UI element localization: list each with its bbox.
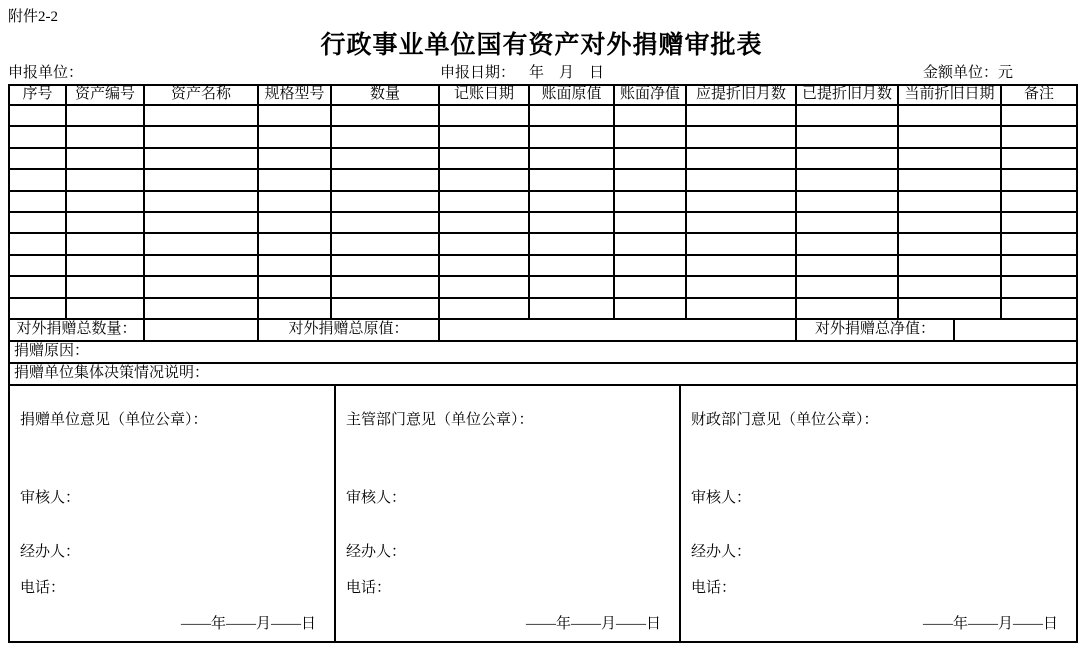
- empty-cell-asset-code[interactable]: [67, 170, 145, 189]
- empty-cell-serial[interactable]: [10, 299, 67, 318]
- empty-cell-spec-model[interactable]: [259, 127, 332, 146]
- col-header-depreciation-months-taken: 已提折旧月数: [797, 86, 899, 104]
- empty-cell-booking-date[interactable]: [440, 256, 530, 275]
- empty-cell-depreciation-months-taken[interactable]: [797, 106, 899, 125]
- empty-cell-booking-date[interactable]: [440, 299, 530, 318]
- donor-unit-handler-label: 经办人：: [20, 543, 81, 560]
- empty-cell-quantity[interactable]: [332, 192, 440, 211]
- empty-cell-book-net-value[interactable]: [615, 277, 687, 296]
- supervising-department-handler-label: 经办人：: [346, 543, 407, 560]
- empty-cell-serial[interactable]: [10, 192, 67, 211]
- total-quantity-value[interactable]: [145, 320, 259, 340]
- empty-cell-current-depreciation-date[interactable]: [899, 149, 1002, 168]
- empty-cell-quantity[interactable]: [332, 256, 440, 275]
- col-header-booking-date: 记账日期: [440, 86, 530, 104]
- empty-cell-quantity[interactable]: [332, 213, 440, 232]
- table-empty-row: [10, 149, 1076, 170]
- empty-cell-spec-model[interactable]: [259, 170, 332, 189]
- empty-cell-depreciation-months-due[interactable]: [687, 127, 797, 146]
- finance-department-handler-label: 经办人：: [691, 543, 752, 560]
- opinion-box-supervising-department: [336, 386, 681, 641]
- empty-cell-depreciation-months-due[interactable]: [687, 213, 797, 232]
- empty-cell-booking-date[interactable]: [440, 106, 530, 125]
- empty-cell-remarks[interactable]: [1002, 256, 1076, 275]
- empty-cell-asset-name[interactable]: [145, 234, 259, 253]
- supervising-department-date-line: ——年——月——日: [525, 616, 661, 632]
- empty-cell-asset-code[interactable]: [67, 127, 145, 146]
- empty-cell-spec-model[interactable]: [259, 213, 332, 232]
- empty-cell-book-original-value[interactable]: [530, 256, 615, 275]
- empty-cell-spec-model[interactable]: [259, 299, 332, 318]
- empty-cell-serial[interactable]: [10, 234, 67, 253]
- empty-cell-book-net-value[interactable]: [615, 149, 687, 168]
- empty-cell-quantity[interactable]: [332, 170, 440, 189]
- empty-cell-asset-name[interactable]: [145, 170, 259, 189]
- empty-cell-book-original-value[interactable]: [530, 277, 615, 296]
- empty-cell-current-depreciation-date[interactable]: [899, 106, 1002, 125]
- empty-cell-quantity[interactable]: [332, 299, 440, 318]
- donation-reason-label[interactable]: 捐赠原因：: [14, 342, 90, 359]
- table-empty-row: [10, 170, 1076, 191]
- donation-approval-table: [8, 84, 1078, 643]
- table-empty-row: [10, 192, 1076, 213]
- supervising-department-reviewer-label: 审核人：: [346, 489, 407, 506]
- empty-cell-remarks[interactable]: [1002, 277, 1076, 296]
- empty-cell-book-original-value[interactable]: [530, 192, 615, 211]
- empty-cell-spec-model[interactable]: [259, 234, 332, 253]
- empty-cell-booking-date[interactable]: [440, 127, 530, 146]
- empty-cell-book-original-value[interactable]: [530, 299, 615, 318]
- empty-cell-remarks[interactable]: [1002, 213, 1076, 232]
- table-empty-row: [10, 299, 1076, 320]
- empty-cell-quantity[interactable]: [332, 277, 440, 296]
- opinion-box-donor-unit: [10, 386, 336, 641]
- supervising-department-phone-label: 电话：: [346, 579, 392, 596]
- total-net-value[interactable]: [955, 320, 1076, 340]
- empty-cell-spec-model[interactable]: [259, 256, 332, 275]
- empty-cell-book-net-value[interactable]: [615, 170, 687, 189]
- total-original-value-label: 对外捐赠总原值：: [259, 320, 440, 340]
- empty-cell-book-original-value[interactable]: [530, 213, 615, 232]
- col-header-depreciation-months-due: 应提折旧月数: [687, 86, 797, 104]
- empty-cell-book-net-value[interactable]: [615, 127, 687, 146]
- attachment-label: 附件2-2: [8, 9, 58, 25]
- empty-cell-depreciation-months-taken[interactable]: [797, 256, 899, 275]
- table-empty-row: [10, 256, 1076, 277]
- empty-cell-book-net-value[interactable]: [615, 299, 687, 318]
- empty-cell-depreciation-months-due[interactable]: [687, 299, 797, 318]
- empty-cell-depreciation-months-taken[interactable]: [797, 277, 899, 296]
- empty-cell-book-net-value[interactable]: [615, 213, 687, 232]
- empty-cell-serial[interactable]: [10, 170, 67, 189]
- empty-cell-serial[interactable]: [10, 127, 67, 146]
- table-empty-row: [10, 127, 1076, 148]
- donor-unit-reviewer-label: 审核人：: [20, 489, 81, 506]
- empty-cell-book-original-value[interactable]: [530, 127, 615, 146]
- empty-cell-serial[interactable]: [10, 277, 67, 296]
- finance-department-opinion-title: 财政部门意见（单位公章）：: [691, 411, 879, 428]
- col-header-asset-name: 资产名称: [145, 86, 259, 104]
- donation-reason-row: [10, 342, 1076, 364]
- empty-cell-remarks[interactable]: [1002, 127, 1076, 146]
- table-header-row: [10, 86, 1076, 106]
- declaring-unit-label: 申报单位：: [8, 65, 84, 81]
- total-net-value-label: 对外捐赠总净值：: [797, 320, 955, 340]
- opinion-box-finance-department: [681, 386, 1076, 641]
- empty-cell-depreciation-months-taken[interactable]: [797, 127, 899, 146]
- empty-cell-current-depreciation-date[interactable]: [899, 299, 1002, 318]
- empty-cell-quantity[interactable]: [332, 127, 440, 146]
- empty-cell-depreciation-months-due[interactable]: [687, 277, 797, 296]
- col-header-serial: 序号: [10, 86, 67, 104]
- col-header-quantity: 数量: [332, 86, 440, 104]
- collective-decision-label[interactable]: 捐赠单位集体决策情况说明：: [14, 364, 210, 381]
- info-bar: [0, 61, 1083, 81]
- empty-cell-book-net-value[interactable]: [615, 192, 687, 211]
- empty-cell-asset-code[interactable]: [67, 106, 145, 125]
- empty-cell-quantity[interactable]: [332, 149, 440, 168]
- donor-unit-phone-label: 电话：: [20, 579, 66, 596]
- empty-cell-depreciation-months-due[interactable]: [687, 256, 797, 275]
- empty-cell-depreciation-months-due[interactable]: [687, 234, 797, 253]
- empty-cell-remarks[interactable]: [1002, 170, 1076, 189]
- col-header-current-depreciation-date: 当前折旧日期: [899, 86, 1002, 104]
- finance-department-date-line: ——年——月——日: [922, 616, 1058, 632]
- empty-cell-booking-date[interactable]: [440, 149, 530, 168]
- empty-cell-remarks[interactable]: [1002, 234, 1076, 253]
- empty-cell-current-depreciation-date[interactable]: [899, 234, 1002, 253]
- empty-cell-serial[interactable]: [10, 106, 67, 125]
- empty-cell-asset-code[interactable]: [67, 149, 145, 168]
- col-header-remarks: 备注: [1023, 86, 1054, 102]
- finance-department-reviewer-label: 审核人：: [691, 489, 752, 506]
- table-empty-row: [10, 106, 1076, 127]
- declare-date-value: 年 月 日: [529, 65, 605, 81]
- total-quantity-label: 对外捐赠总数量：: [10, 320, 145, 340]
- empty-cell-serial[interactable]: [10, 149, 67, 168]
- empty-cell-spec-model[interactable]: [259, 106, 332, 125]
- empty-cell-remarks[interactable]: [1002, 299, 1076, 318]
- empty-cell-depreciation-months-taken[interactable]: [797, 299, 899, 318]
- empty-cell-depreciation-months-due[interactable]: [687, 106, 797, 125]
- empty-cell-depreciation-months-taken[interactable]: [797, 192, 899, 211]
- collective-decision-row: [10, 364, 1076, 386]
- empty-cell-serial[interactable]: [10, 213, 67, 232]
- empty-cell-remarks[interactable]: [1002, 192, 1076, 211]
- col-header-spec-model: 规格型号: [259, 86, 332, 104]
- col-header-book-original-value: 账面原值: [530, 86, 615, 104]
- empty-cell-book-net-value[interactable]: [615, 256, 687, 275]
- empty-cell-current-depreciation-date[interactable]: [899, 277, 1002, 296]
- empty-cell-booking-date[interactable]: [440, 170, 530, 189]
- empty-cell-asset-code[interactable]: [67, 299, 145, 318]
- empty-cell-quantity[interactable]: [332, 106, 440, 125]
- declare-date-label: 申报日期：: [440, 65, 516, 81]
- empty-cell-depreciation-months-due[interactable]: [687, 170, 797, 189]
- empty-cell-asset-code[interactable]: [67, 213, 145, 232]
- empty-cell-depreciation-months-taken[interactable]: [797, 149, 899, 168]
- empty-cell-current-depreciation-date[interactable]: [899, 213, 1002, 232]
- empty-cell-serial[interactable]: [10, 256, 67, 275]
- empty-cell-spec-model[interactable]: [259, 149, 332, 168]
- table-empty-row: [10, 213, 1076, 234]
- col-header-book-net-value: 账面净值: [615, 86, 687, 104]
- empty-cell-asset-name[interactable]: [145, 213, 259, 232]
- amount-unit-label: 金额单位：元: [922, 65, 1013, 81]
- empty-cell-booking-date[interactable]: [440, 277, 530, 296]
- empty-cell-booking-date[interactable]: [440, 234, 530, 253]
- empty-cell-current-depreciation-date[interactable]: [899, 127, 1002, 146]
- empty-cell-asset-name[interactable]: [145, 127, 259, 146]
- donor-unit-opinion-title: 捐赠单位意见（单位公章）：: [20, 411, 208, 428]
- donor-unit-date-line: ——年——月——日: [180, 616, 316, 632]
- empty-cell-book-original-value[interactable]: [530, 234, 615, 253]
- empty-cell-asset-code[interactable]: [67, 256, 145, 275]
- total-original-value[interactable]: [440, 320, 797, 340]
- supervising-department-opinion-title: 主管部门意见（单位公章）：: [346, 411, 534, 428]
- table-empty-row: [10, 277, 1076, 298]
- finance-department-phone-label: 电话：: [691, 579, 737, 596]
- empty-cell-asset-name[interactable]: [145, 299, 259, 318]
- empty-cell-book-net-value[interactable]: [615, 106, 687, 125]
- empty-cell-asset-name[interactable]: [145, 256, 259, 275]
- empty-cell-current-depreciation-date[interactable]: [899, 192, 1002, 211]
- col-header-asset-code: 资产编号: [67, 86, 145, 104]
- empty-cell-asset-name[interactable]: [145, 149, 259, 168]
- empty-cell-book-net-value[interactable]: [615, 234, 687, 253]
- empty-cell-current-depreciation-date[interactable]: [899, 170, 1002, 189]
- empty-cell-asset-code[interactable]: [67, 192, 145, 211]
- empty-cell-spec-model[interactable]: [259, 277, 332, 296]
- empty-cell-remarks[interactable]: [1002, 149, 1076, 168]
- table-empty-row: [10, 234, 1076, 255]
- empty-cell-depreciation-months-due[interactable]: [687, 192, 797, 211]
- empty-cell-book-original-value[interactable]: [530, 149, 615, 168]
- empty-cell-booking-date[interactable]: [440, 213, 530, 232]
- empty-cell-book-original-value[interactable]: [530, 106, 615, 125]
- empty-cell-depreciation-months-taken[interactable]: [797, 170, 899, 189]
- empty-cell-asset-name[interactable]: [145, 277, 259, 296]
- opinion-section: [10, 386, 1076, 641]
- empty-cell-remarks[interactable]: [1002, 106, 1076, 125]
- page-title: 行政事业单位国有资产对外捐赠审批表: [320, 32, 763, 59]
- empty-cell-booking-date[interactable]: [440, 192, 530, 211]
- empty-cell-current-depreciation-date[interactable]: [899, 256, 1002, 275]
- empty-cell-asset-code[interactable]: [67, 277, 145, 296]
- empty-cell-depreciation-months-due[interactable]: [687, 149, 797, 168]
- empty-cell-asset-code[interactable]: [67, 234, 145, 253]
- empty-cell-spec-model[interactable]: [259, 192, 332, 211]
- summary-row: [10, 320, 1076, 342]
- empty-cell-asset-name[interactable]: [145, 192, 259, 211]
- empty-cell-book-original-value[interactable]: [530, 170, 615, 189]
- empty-cell-quantity[interactable]: [332, 234, 440, 253]
- empty-cell-asset-name[interactable]: [145, 106, 259, 125]
- empty-cell-depreciation-months-taken[interactable]: [797, 234, 899, 253]
- empty-cell-depreciation-months-taken[interactable]: [797, 213, 899, 232]
- declare-date: [440, 61, 604, 82]
